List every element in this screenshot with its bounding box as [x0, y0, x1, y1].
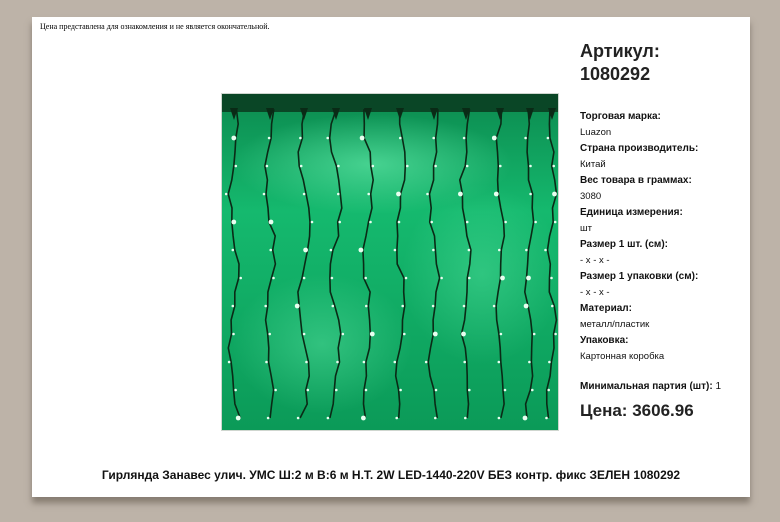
led-bulb — [466, 165, 469, 168]
led-bulb — [463, 305, 466, 308]
led-bulb — [534, 221, 537, 224]
led-bulb — [265, 361, 268, 364]
led-bulb — [361, 416, 366, 421]
led-bulb — [303, 277, 306, 280]
led-bulb — [533, 333, 536, 336]
led-bulb — [499, 165, 502, 168]
led-bulb — [529, 165, 532, 168]
led-bulb — [468, 249, 471, 252]
led-bulb — [330, 249, 333, 252]
led-bulb — [463, 137, 466, 140]
led-bulb — [342, 333, 345, 336]
led-bulb — [493, 305, 496, 308]
spec-value-material: металл/пластик — [580, 319, 650, 330]
led-bulb — [337, 193, 340, 196]
led-bulb — [432, 305, 435, 308]
led-bulb — [550, 277, 553, 280]
product-image — [221, 93, 559, 431]
led-bulb — [554, 221, 557, 224]
spec-label-packaging: Упаковка: — [580, 335, 629, 346]
led-bulb — [295, 304, 300, 309]
led-bulb — [524, 137, 527, 140]
led-bulb — [463, 361, 466, 364]
led-bulb — [372, 165, 375, 168]
led-bulb — [269, 249, 272, 252]
led-bulb — [365, 389, 368, 392]
led-bulb — [434, 165, 437, 168]
led-bulb — [232, 249, 235, 252]
led-bulb — [232, 333, 235, 336]
led-bulb — [297, 417, 300, 420]
led-bulb — [327, 417, 330, 420]
led-bulb — [552, 192, 557, 197]
led-bulb — [432, 137, 435, 140]
led-bulb — [435, 389, 438, 392]
led-bulb — [303, 248, 308, 253]
led-bulb — [494, 192, 499, 197]
price-notice: Цена представлена для ознакомления и не является окончательной. — [40, 22, 270, 31]
led-bulb — [332, 305, 335, 308]
led-bulb — [269, 220, 274, 225]
led-bulb — [504, 389, 507, 392]
led-bulb — [338, 221, 341, 224]
led-bulb — [232, 305, 235, 308]
led-curtain-garland-photo — [222, 94, 558, 430]
led-bulb — [311, 221, 314, 224]
led-bulb — [401, 305, 404, 308]
led-bulb — [440, 277, 443, 280]
led-bulb — [326, 137, 329, 140]
led-bulb — [498, 417, 501, 420]
led-bulb — [360, 136, 365, 141]
spec-value-package-size: - x - x - — [580, 287, 610, 298]
spec-value-item-size: - x - x - — [580, 255, 610, 266]
min-batch-value: 1 — [715, 381, 722, 392]
led-bulb — [551, 305, 554, 308]
led-bulb — [461, 332, 466, 337]
led-bulb — [528, 361, 531, 364]
led-bulb — [433, 332, 438, 337]
led-bulb — [554, 333, 557, 336]
article-number: 1080292 — [580, 64, 651, 84]
led-bulb — [303, 193, 306, 196]
spec-list — [580, 109, 745, 365]
led-bulb — [500, 333, 503, 336]
led-bulb — [464, 417, 467, 420]
spec-label-item-size: Размер 1 шт. (см): — [580, 239, 668, 250]
spec-label-brand: Торговая марка: — [580, 111, 661, 122]
product-sheet — [32, 17, 750, 497]
led-bulb — [399, 137, 402, 140]
led-bulb — [236, 416, 241, 421]
led-bulb — [305, 361, 308, 364]
led-bulb — [406, 165, 409, 168]
spec-value-weight: 3080 — [580, 191, 602, 202]
led-bulb — [547, 137, 550, 140]
led-bulb — [363, 361, 366, 364]
led-bulb — [267, 417, 270, 420]
spec-label-package-size: Размер 1 упаковки (см): — [580, 271, 699, 282]
led-bulb — [231, 136, 236, 141]
spec-value-unit: шт — [580, 223, 592, 234]
led-bulb — [370, 332, 375, 337]
min-batch-label: Минимальная партия (шт): — [580, 381, 713, 392]
led-bulb — [432, 249, 435, 252]
led-bulb — [394, 249, 397, 252]
led-bulb — [430, 221, 433, 224]
led-bulb — [500, 276, 505, 281]
led-bulb — [524, 304, 529, 309]
led-bulb — [369, 221, 372, 224]
led-bulb — [547, 389, 550, 392]
led-bulb — [239, 277, 242, 280]
led-bulb — [398, 221, 401, 224]
spec-label-unit: Единица измерения: — [580, 207, 683, 218]
product-title: Гирлянда Занавес улич. УМС Ш:2 м В:6 м Н.Т. 2W LED-1440-220V БЕЗ контр. фикс ЗЕЛЕН 1080292 — [101, 468, 681, 482]
led-bulb — [263, 193, 266, 196]
led-bulb — [525, 249, 528, 252]
led-bulb — [307, 389, 310, 392]
led-bulb — [337, 165, 340, 168]
led-bulb — [299, 137, 302, 140]
led-bulb — [303, 333, 306, 336]
led-bulb — [235, 165, 238, 168]
led-bulb — [468, 389, 471, 392]
led-bulb — [498, 249, 501, 252]
led-bulb — [458, 192, 463, 197]
led-bulb — [548, 361, 551, 364]
led-bulb — [336, 361, 339, 364]
min-batch — [580, 381, 721, 392]
spec-label-material: Материал: — [580, 303, 632, 314]
led-bulb — [468, 277, 471, 280]
spec-value-country: Китай — [580, 159, 606, 170]
price-value: 3606.96 — [632, 401, 694, 420]
price-label: Цена: — [580, 401, 628, 420]
led-bulb — [544, 249, 547, 252]
led-bulb — [405, 277, 408, 280]
led-bulb — [228, 361, 231, 364]
led-bulb — [425, 361, 428, 364]
led-bulb — [231, 220, 236, 225]
price — [580, 401, 694, 421]
led-bulb — [403, 333, 406, 336]
led-bulb — [434, 417, 437, 420]
led-bulb — [335, 389, 338, 392]
led-bulb — [234, 389, 237, 392]
led-bulb — [466, 221, 469, 224]
led-bulb — [529, 193, 532, 196]
led-bulb — [365, 305, 368, 308]
led-bulb — [268, 137, 271, 140]
spec-value-packaging: Картонная коробка — [580, 351, 665, 362]
led-bulb — [399, 389, 402, 392]
led-bulb — [225, 193, 228, 196]
led-bulb — [394, 361, 397, 364]
led-bulb — [531, 389, 534, 392]
led-bulb — [552, 165, 555, 168]
led-bulb — [272, 277, 275, 280]
led-bulb — [359, 248, 364, 253]
spec-label-weight: Вес товара в граммах: — [580, 175, 692, 186]
article-label: Артикул: — [580, 41, 660, 61]
led-bulb — [264, 305, 267, 308]
led-bulb — [364, 277, 367, 280]
led-bulb — [395, 417, 398, 420]
led-bulb — [426, 193, 429, 196]
led-bulb — [545, 417, 548, 420]
led-bulb — [523, 416, 528, 421]
led-bulb — [504, 221, 507, 224]
led-bulb — [274, 389, 277, 392]
led-bulb — [492, 136, 497, 141]
led-bulb — [331, 277, 334, 280]
led-bulb — [268, 333, 271, 336]
spec-value-brand: Luazon — [580, 127, 612, 138]
led-bulb — [367, 193, 370, 196]
led-bulb — [266, 165, 269, 168]
led-bulb — [498, 361, 501, 364]
led-bulb — [526, 276, 531, 281]
spec-label-country: Страна производитель: — [580, 143, 699, 154]
led-bulb — [300, 165, 303, 168]
led-bulb — [396, 192, 401, 197]
